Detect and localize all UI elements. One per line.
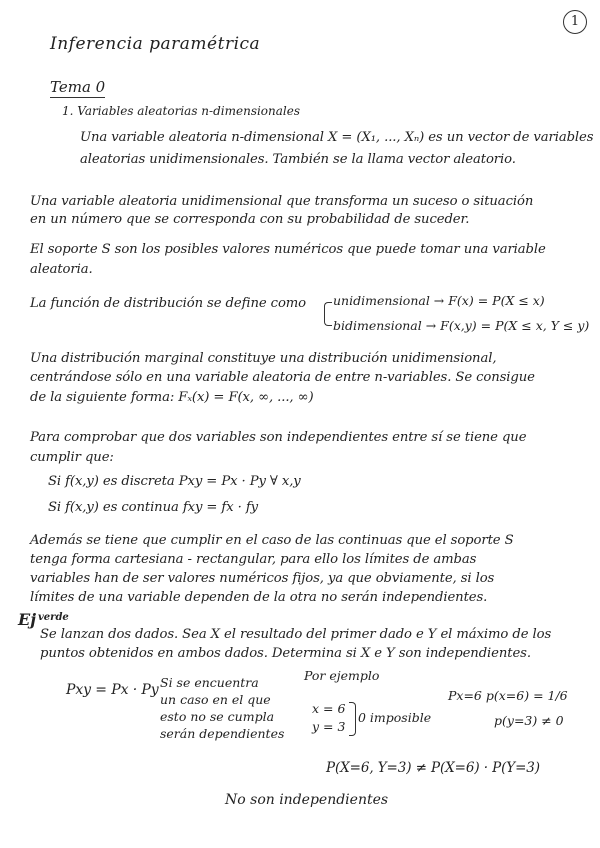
example-formula: Pxy = Px · Py [66,682,159,698]
example-py-line: p(y=3) ≠ 0 [494,713,564,728]
example-line: puntos obtenidos en ambos dados. Determina si X e Y son independientes. [40,646,531,661]
distribution-bi: bidimensional → F(x,y) = P(X ≤ x, Y ≤ y) [333,318,590,333]
example-note-line: serán dependientes [160,726,285,741]
independence-discrete: Si f(x,y) es discreta Pxy = Px · Py ∀ x,y [48,474,301,489]
distribution-uni: unidimensional → F(x) = P(X ≤ x) [333,293,545,308]
paragraph-line: centrándose sólo en una variable aleatoria de entre n-variables. Se consigue [30,370,535,385]
paragraph-line: cumplir que: [30,450,114,465]
definition-line: aleatorias unidimensionales. También se la llama vector aleatorio. [80,152,516,167]
distribution-brace [324,302,332,326]
example-note-line: esto no se cumpla [160,709,275,724]
paragraph-line: Una distribución marginal constituye una distribución unidimensional, [30,351,497,366]
example-tag-note: verde [38,612,69,623]
paragraph-line: Una variable aleatoria unidimensional que transforma un suceso o situación [30,194,534,209]
page-number: 1 [563,10,587,34]
example-tag: Ej [18,610,36,629]
definition-line: Una variable aleatoria n-dimensional X = (X₁, ..., Xₙ) es un vector de variables [80,130,594,145]
paragraph-line: Para comprobar que dos variables son independientes entre sí se tiene que [30,430,527,445]
example-conclusion: No son independientes [225,792,389,808]
example-case-brace [349,702,356,736]
subsection-heading: 1. Variables aleatorias n-dimensionales [62,104,301,118]
page-title: Inferencia paramétrica [50,34,261,54]
paragraph-line: El soporte S son los posibles valores numéricos que puede tomar una variable [30,242,546,257]
example-note-line: Si se encuentra [160,675,259,690]
example-case-x: x = 6 [312,701,346,716]
paragraph-line: límites de una variable dependen de la otra no serán independientes. [30,590,488,605]
paragraph-line: aleatoria. [30,262,93,277]
section-heading-tema: Tema 0 [50,78,106,96]
paragraph-line: de la siguiente forma: Fₓ(x) = F(x, ∞, ..., ∞) [30,390,314,405]
paragraph-line: Además se tiene que cumplir en el caso de las continuas que el soporte S [30,533,514,548]
example-por-ejemplo: Por ejemplo [304,668,380,683]
example-case-y: y = 3 [312,719,346,734]
example-line: Se lanzan dos dados. Sea X el resultado del primer dado e Y el máximo de los [40,627,552,642]
example-px-line: Px=6 p(x=6) = 1/6 [448,688,568,703]
example-imposible: 0 imposible [358,710,432,725]
example-note-line: un caso en el que [160,692,271,707]
example-inequality: P(X=6, Y=3) ≠ P(X=6) · P(Y=3) [326,760,540,776]
paragraph-line: en un número que se corresponda con su probabilidad de suceder. [30,212,470,227]
paragraph-line: variables han de ser valores numéricos fijos, ya que obviamente, si los [30,571,495,586]
paragraph-line: tenga forma cartesiana - rectangular, para ello los límites de ambas [30,552,477,567]
independence-continuous: Si f(x,y) es continua fxy = fx · fy [48,500,258,515]
distribution-intro: La función de distribución se define como [30,296,307,311]
